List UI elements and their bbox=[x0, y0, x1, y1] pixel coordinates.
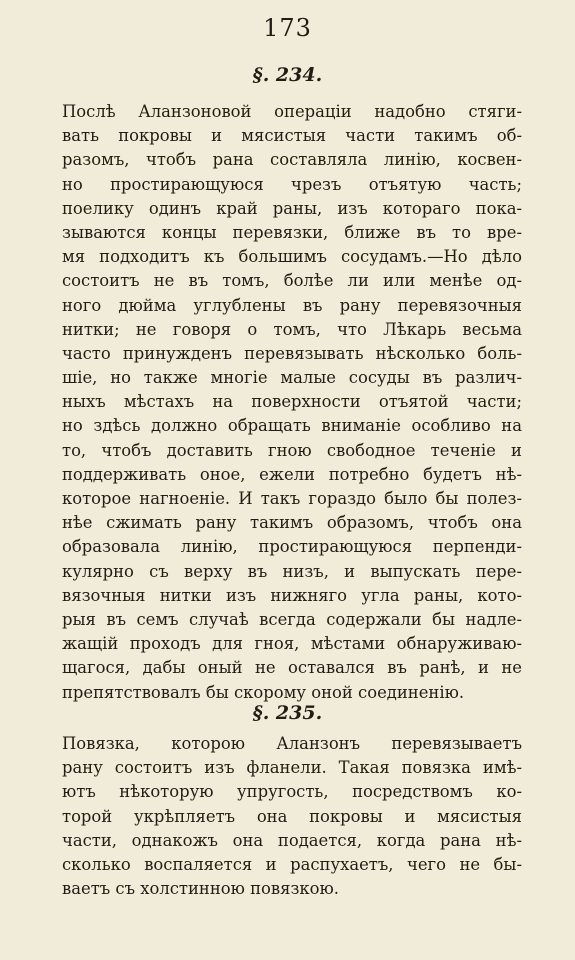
text-line: разомъ, чтобъ рана составляла линію, косвен- bbox=[62, 150, 522, 170]
text-line: вязочныя нитки изъ нижняго угла раны, кото- bbox=[62, 585, 522, 605]
text-line: шіе, но также многіе малые сосуды въ различ- bbox=[62, 368, 522, 388]
text-line: ваетъ съ холстинною повязкою. bbox=[62, 879, 340, 899]
paragraph bbox=[62, 732, 522, 901]
text-line: но простирающуюся чрезъ отъятую часть; bbox=[62, 174, 522, 194]
text-line: но здѣсь должно обращать вниманіе особливо на bbox=[62, 416, 522, 436]
section-heading: §. 234. bbox=[252, 64, 323, 86]
text-line: которое нагноеніе. И такъ гораздо было бы полез- bbox=[62, 489, 522, 508]
section-heading: §. 235. bbox=[252, 702, 323, 724]
paragraph bbox=[62, 100, 522, 705]
text-line: ного дюйма углублены въ рану перевязочныя bbox=[62, 295, 522, 315]
text-line: жащій проходъ для гноя, мѣстами обнаруживаю- bbox=[62, 634, 522, 654]
text-line: поелику одинъ край раны, изъ котораго пока- bbox=[62, 198, 522, 218]
text-line: образовала линію, простирающуюся перпенди- bbox=[62, 537, 522, 557]
text-line: Послѣ Аланзоновой операціи надобно стяги- bbox=[62, 102, 522, 121]
text-line: поддерживать оное, ежели потребно будетъ нѣ- bbox=[62, 464, 522, 484]
text-line: нѣе сжимать рану такимъ образомъ, чтобъ она bbox=[62, 513, 522, 533]
text-line: сколько воспаляется и распухаетъ, чего не бы- bbox=[62, 854, 522, 874]
text-line: мя подходитъ къ большимъ сосудамъ.—Но дѣло bbox=[62, 247, 522, 267]
page-number: 173 bbox=[263, 14, 312, 42]
text-line: вать покровы и мясистыя части такимъ об- bbox=[62, 126, 522, 146]
text-line: нитки; не говоря о томъ, что Лѣкарь весьма bbox=[62, 319, 522, 339]
text-line: ютъ нѣкоторую упругость, посредствомъ ко- bbox=[62, 782, 522, 802]
text-line: зываются концы перевязки, ближе въ то вре- bbox=[62, 222, 522, 242]
text-line: части, однакожъ она подается, когда рана нѣ- bbox=[62, 830, 522, 850]
text-line: препятствовалъ бы скорому оной соединенію. bbox=[62, 682, 465, 702]
text-line: торой укрѣпляетъ она покровы и мясистыя bbox=[62, 806, 522, 826]
text-line: состоитъ не въ томъ, болѣе ли или менѣе од- bbox=[62, 271, 522, 291]
text-line: рану состоитъ изъ фланели. Такая повязка имѣ- bbox=[62, 758, 522, 778]
text-line: часто принужденъ перевязывать нѣсколько боль- bbox=[62, 343, 522, 363]
text-line: Повязка, которою Аланзонъ перевязываетъ bbox=[62, 734, 522, 753]
text-line: ныхъ мѣстахъ на поверхности отъятой части; bbox=[62, 392, 522, 412]
text-line: то, чтобъ доставить гною свободное теченіе и bbox=[62, 440, 522, 460]
text-line: щагося, дабы оный не оставался въ ранѣ, и не bbox=[62, 658, 522, 678]
text-line: рыя въ семъ случаѣ всегда содержали бы надле- bbox=[62, 609, 522, 629]
text-line: кулярно съ верху въ низъ, и выпускать пере- bbox=[62, 561, 522, 581]
